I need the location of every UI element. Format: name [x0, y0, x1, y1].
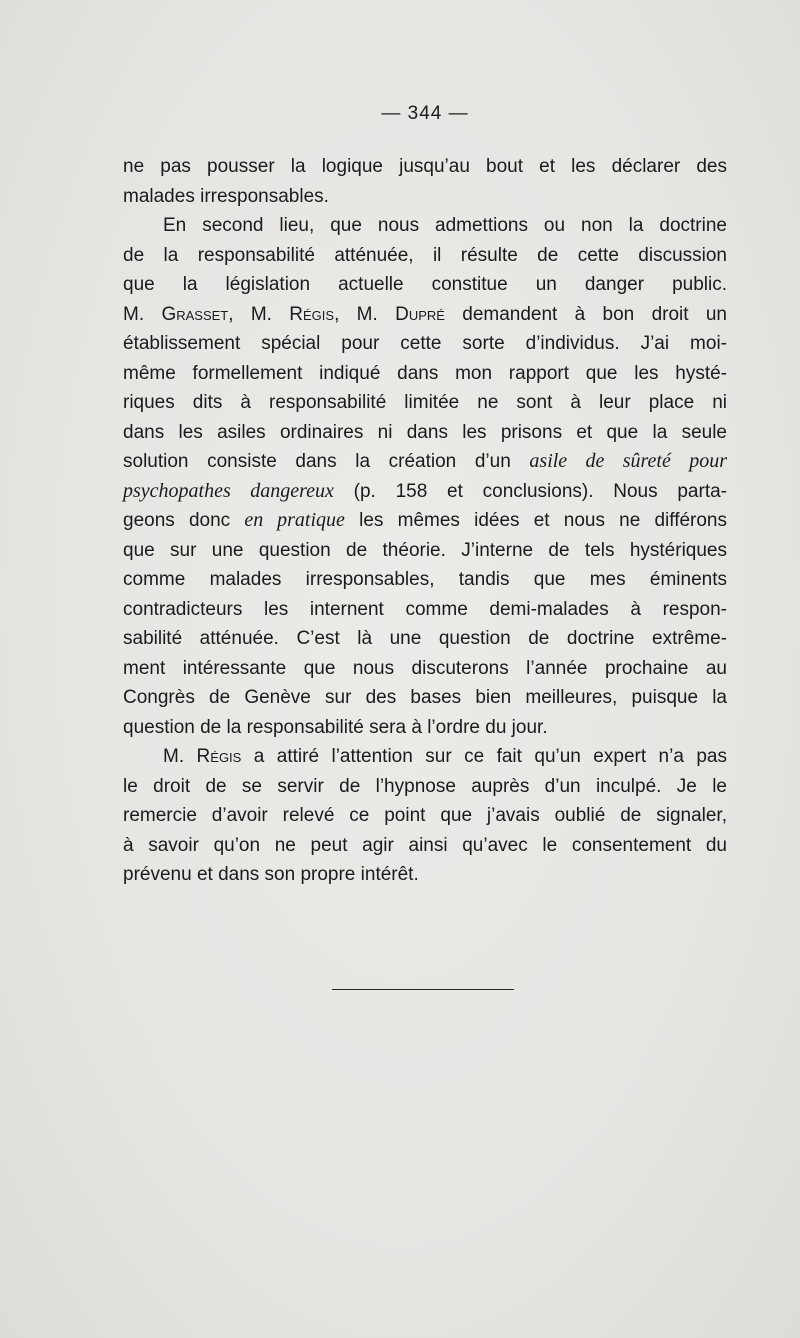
- text-fragment: (p. 158 et conclusions). Nous parta-: [333, 480, 727, 502]
- italic-phrase: asile de sûreté pour: [529, 450, 727, 472]
- text-line: de la responsabilité atténuée, il résulte de cette discussion: [123, 244, 727, 266]
- text-line: [123, 506, 727, 536]
- text-fragment: geons donc: [123, 510, 245, 531]
- text-line: ment intéressante que nous discuterons l’année prochaine au: [123, 657, 727, 679]
- paragraph-2: [123, 211, 727, 742]
- text-fragment: M.: [163, 746, 197, 767]
- text-line: le droit de se servir de l’hypnose auprès d’un inculpé. Je le: [123, 775, 727, 797]
- text-line: même formellement indiqué dans mon rapport que les hysté-: [123, 362, 727, 384]
- text-line: [123, 742, 727, 772]
- author-name-regis: Régis: [289, 303, 335, 325]
- body-text: [123, 152, 727, 890]
- text-fragment: a attiré l’attention sur ce fait qu’un expert n’a pas: [241, 746, 727, 767]
- text-line: dans les asiles ordinaires ni dans les prisons et que la seule: [123, 421, 727, 443]
- text-fragment: demandent à bon droit un: [444, 303, 727, 325]
- text-line: riques dits à responsabilité limitée ne sont à leur place ni: [123, 392, 727, 413]
- text-line: question de la responsabilité sera à l’ordre du jour.: [123, 716, 548, 738]
- text-line: que sur une question de théorie. J’interne de tels hystériques: [123, 539, 727, 561]
- text-line: à savoir qu’on ne peut agir ainsi qu’avec le consentement du: [123, 834, 727, 856]
- author-name-dupre: Dupré: [395, 303, 445, 325]
- text-line: ne pas pousser la logique jusqu’au bout et les déclarer des: [123, 156, 727, 177]
- text-line: remercie d’avoir relevé ce point que j’avais oublié de signaler,: [123, 805, 727, 826]
- text-line: malades irresponsables.: [123, 185, 329, 207]
- text-line: que la législation actuelle constitue un danger public.: [123, 274, 727, 295]
- section-divider-rule: [332, 989, 514, 990]
- text-line: Congrès de Genève sur des bases bien meilleures, puisque la: [123, 687, 727, 708]
- text-line: sabilité atténuée. C’est là une question de doctrine extrême-: [123, 628, 727, 649]
- text-fragment: , M.: [334, 303, 396, 325]
- text-fragment: solution consiste dans la création d’un: [123, 451, 530, 472]
- text-fragment: les mêmes idées et nous ne différons: [344, 510, 727, 531]
- text-line: [123, 300, 727, 330]
- text-line: [123, 477, 727, 507]
- page-number: — 344 —: [381, 103, 469, 124]
- text-line: [123, 447, 727, 477]
- italic-phrase: en pratique: [244, 509, 345, 531]
- author-name-grasset: Grasset: [161, 303, 229, 325]
- text-line: établissement spécial pour cette sorte d’individus. J’ai moi-: [123, 333, 727, 354]
- italic-phrase: psychopathes dangereux: [123, 479, 334, 502]
- text-line: En second lieu, que nous admettions ou non la doctrine: [163, 215, 727, 236]
- text-line: comme malades irresponsables, tandis que mes éminents: [123, 569, 727, 590]
- paragraph-3: [123, 742, 727, 890]
- author-name-regis: Régis: [196, 746, 242, 767]
- paragraph-1: [123, 152, 727, 211]
- text-line: prévenu et dans son propre intérêt.: [123, 864, 419, 885]
- text-line: contradicteurs les internent comme demi-malades à respon-: [123, 598, 727, 620]
- text-fragment: , M.: [228, 303, 290, 325]
- text-fragment: M.: [123, 303, 162, 325]
